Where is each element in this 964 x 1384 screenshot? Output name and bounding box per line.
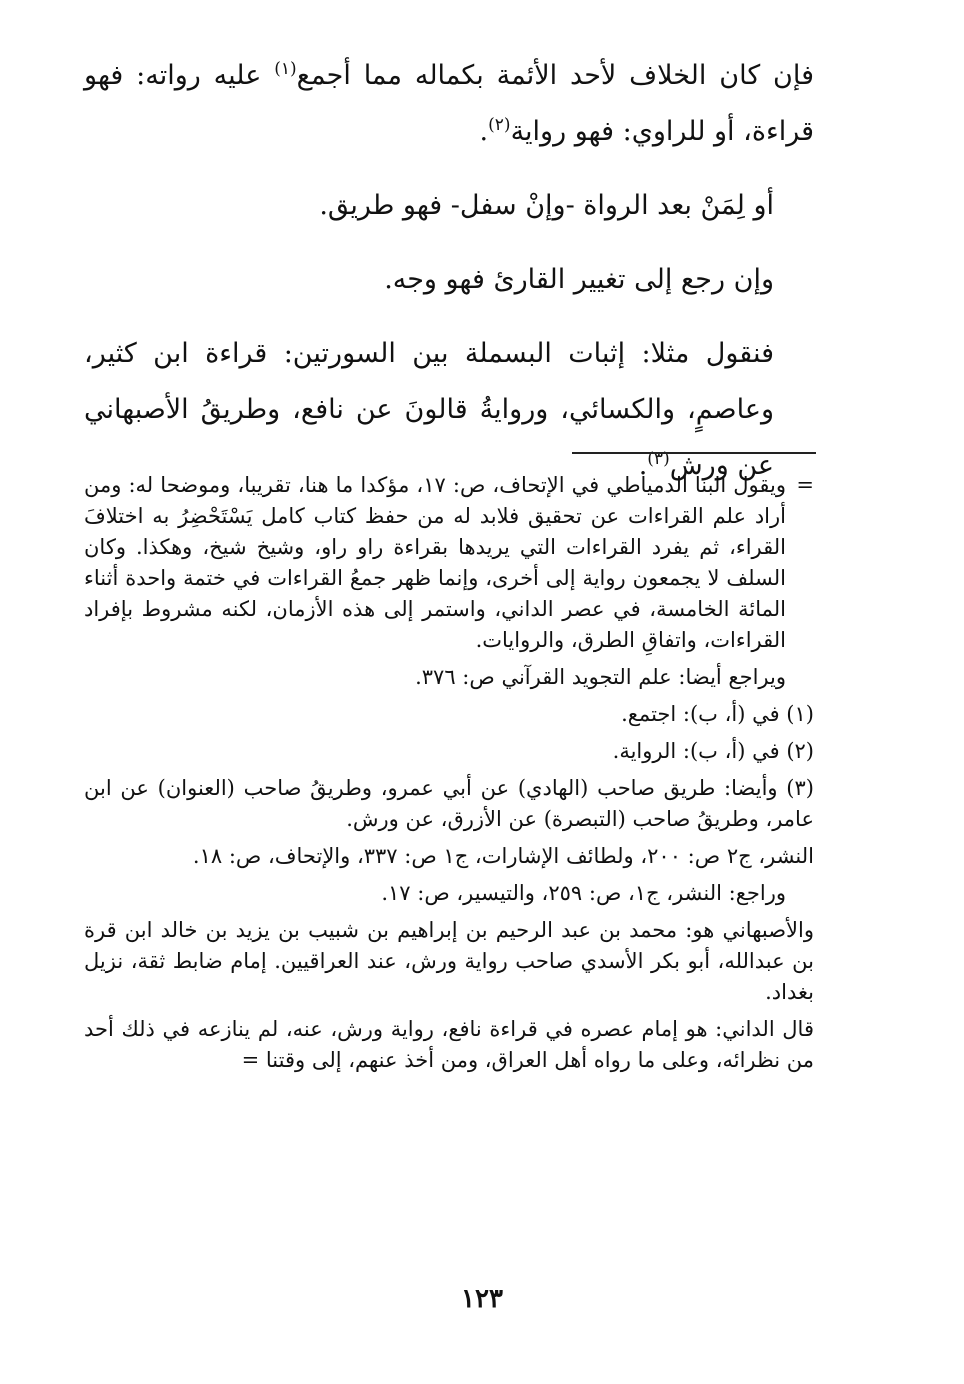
footnote-3-quote: قال الداني: هو إمام عصره في قراءة نافع، رواية ورش، عنه، لم ينازعه في ذلك أحد من نظرائه، وعلى ما رواه أهل العراق، ومن أخذ عنهم، إلى وقتنا = (84, 1017, 814, 1072)
paragraph-text: . (479, 116, 489, 147)
footnote-ref-2: (٢) (488, 115, 511, 135)
continuation-mark: = (796, 473, 814, 497)
footnote-continued (84, 470, 814, 656)
paragraph-tariq: أو لِمَنْ بعد الرواة -وإنْ سفل- فهو طريق. (319, 190, 774, 221)
footnote-separator (572, 452, 816, 454)
footnote-3-sources: النشر، ج٢ ص: ٢٠٠، ولطائف الإشارات، ج١ ص: ٣٣٧، والإتحاف، ص: ١٨. (192, 844, 814, 868)
page-number: ١٢٣ (461, 1284, 503, 1314)
footnote-ref-3: (٣) (647, 449, 670, 469)
footnote-ref-1: (١) (274, 59, 297, 79)
paragraph-text: فإن كان الخلاف لأحد الأئمة بكماله مما أجمع (296, 60, 815, 91)
footnote-reference: ويراجع أيضا: علم التجويد القرآني ص: ٣٧٦. (415, 665, 786, 689)
footnote-2: (٢) في (أ، ب): الرواية. (612, 739, 814, 763)
paragraph-text: فنقول مثلا: إثبات البسملة بين السورتين: قراءة ابن كثير، وعاصمٍ، والكسائي، وروايةُ قالونَ عن نافع، وطريقُ الأصبهاني عن ورش (84, 338, 774, 481)
footnotes (84, 470, 814, 1076)
footnote-3: (٣) وأيضا: طريق صاحب (الهادي) عن أبي عمرو، وطريقُ صاحب (العنوان) عن ابن عامر، وطريقُ صاحب (التبصرة) عن الأزرق، عن ورش. (84, 776, 814, 831)
paragraph-example (84, 326, 814, 494)
footnote-text: ويقول البنا الدمياطي في الإتحاف، ص: ١٧، مؤكدا ما هنا، تقريبا، وموضحا له: ومن أراد علم القراءات عن تحقيق فلابد له من حفظ كتاب كامل يَسْتَحْضِرُ به اختلافَ القراء، ثم يفرد القراءات التي يريدها بقراءة راو راو، وشيخ شيخ، وهكذا. وكان السلف لا يجمعون رواية إلى أخرى، وإنما ظهر جمعُ القراءات في ختمة واحدة أثناء المائة الخامسة، في عصر الداني، واستمر إلى هذه الأزمان، لكنه مشروط بإفراد القراءات، واتفاقِ الطرق، والروايات. (84, 473, 786, 652)
paragraph-text: عليه رواته: فهو قراءة، أو للراوي: فهو رواية (84, 60, 814, 147)
footnote-3-biography: والأصبهاني هو: محمد بن عبد الرحيم بن إبراهيم بن شبيب بن يزيد بن خالد ابن قرة بن عبدالله، أبو بكر الأسدي صاحب رواية ورش، عند العراقيين. إمام ضابط ثقة، نزيل بغداد. (84, 918, 814, 1004)
main-text (84, 48, 814, 494)
paragraph-definition (84, 48, 814, 160)
footnote-3-refer: وراجع: النشر، ج١، ص: ٢٥٩، والتيسير، ص: ١٧. (381, 881, 786, 905)
paragraph-wajh: وإن رجع إلى تغيير القارئ فهو وجه. (384, 264, 774, 295)
paragraph-text: . (638, 450, 648, 481)
footnote-1: (١) في (أ، ب): اجتمع. (621, 702, 814, 726)
